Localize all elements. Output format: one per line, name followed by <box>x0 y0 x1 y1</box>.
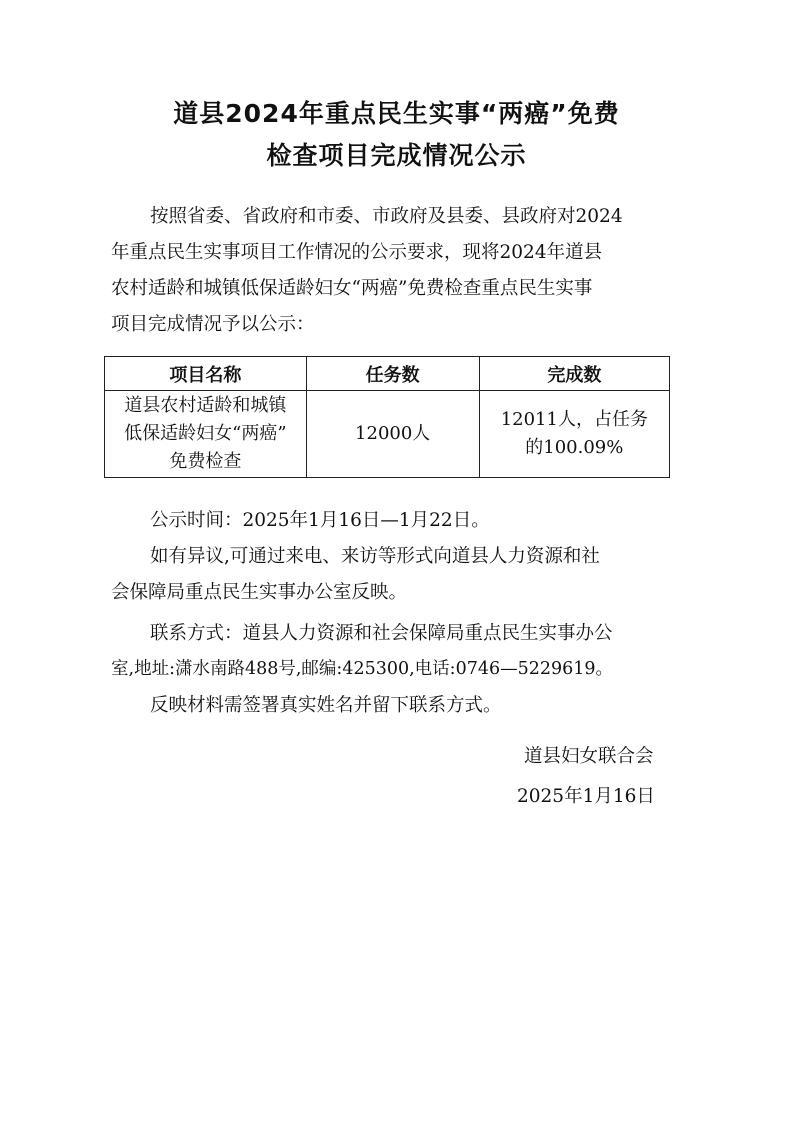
notice-period: 公示时间：2025年1月16日—1月22日。 <box>150 510 490 531</box>
table-row <box>105 391 670 478</box>
header-done-count: 完成数 <box>479 357 669 391</box>
header-task-count: 任务数 <box>306 357 479 391</box>
header-project-name: 项目名称 <box>105 357 307 391</box>
done-count-line-1: 12011人，占任务 <box>500 409 648 430</box>
done-count-line-2: 的100.09% <box>525 437 624 458</box>
objection-line-2: 会保障局重点民生实事办公室反映。 <box>111 582 408 603</box>
signature-org: 道县妇女联合会 <box>524 746 654 767</box>
project-name-line-1: 道县农村适龄和城镇 <box>124 395 287 416</box>
intro-line-3: 农村适龄和城镇低保适龄妇女“两癌”免费检查重点民生实事 <box>111 278 593 299</box>
project-name-line-3: 免费检查 <box>169 451 242 472</box>
cell-done-count <box>479 391 669 478</box>
result-table <box>104 356 670 478</box>
signature-date: 2025年1月16日 <box>517 786 655 807</box>
contact-line-1: 联系方式：道县人力资源和社会保障局重点民生实事办公 <box>150 623 613 644</box>
cell-task-count: 12000人 <box>306 391 479 478</box>
intro-line-4: 项目完成情况予以公示： <box>111 314 315 335</box>
cell-project-name <box>105 391 307 478</box>
objection-line-1: 如有异议,可通过来电、来访等形式向道县人力资源和社 <box>150 546 600 567</box>
intro-line-1: 按照省委、省政府和市委、市政府及县委、县政府对2024 <box>150 206 623 227</box>
intro-line-2: 年重点民生实事项目工作情况的公示要求，现将2024年道县 <box>111 242 603 263</box>
document-title-line-2: 检查项目完成情况公示 <box>266 141 527 170</box>
project-name-line-2: 低保适龄妇女“两癌” <box>124 423 287 444</box>
contact-line-2: 室,地址:潇水南路488号,邮编:425300,电话:0746—5229619。 <box>111 659 614 679</box>
document-title-line-1: 道县2024年重点民生实事“两癌”免费 <box>173 99 620 128</box>
table-header-row <box>105 357 670 391</box>
requirement-line: 反映材料需签署真实姓名并留下联系方式。 <box>150 695 502 716</box>
